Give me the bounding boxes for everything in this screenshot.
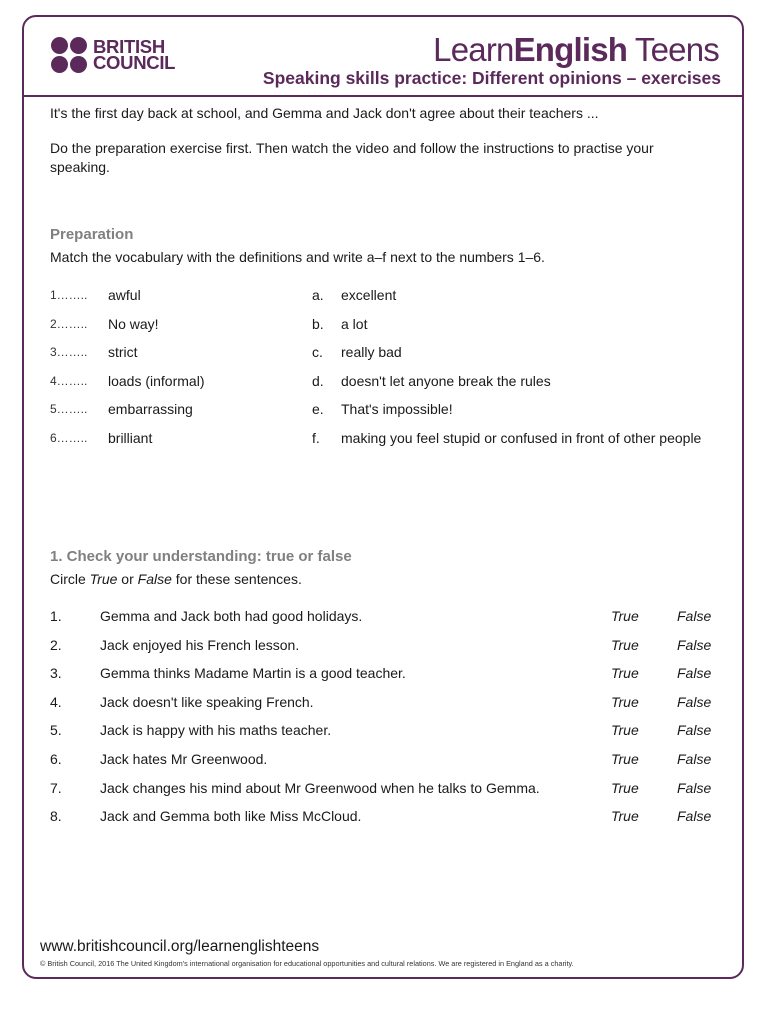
- vocab-number[interactable]: 6……..: [50, 431, 88, 445]
- worksheet-subtitle: Speaking skills practice: Different opinions – exercises: [262, 68, 721, 88]
- learnenglish-teens-brand: LearnEnglish Teens: [433, 31, 719, 68]
- vocab-word: No way!: [108, 315, 159, 332]
- vocab-word: awful: [108, 287, 141, 303]
- vocab-number[interactable]: 2……..: [50, 316, 88, 331]
- logo-line1: BRITISH: [93, 36, 165, 57]
- statement-text: Gemma thinks Madame Martin is a good teacher.: [100, 665, 406, 682]
- statement-number: 6.: [50, 751, 62, 767]
- intro-line2: Do the preparation exercise first. Then watch the video and follow the instructions to practise your speaking.: [50, 140, 654, 175]
- definition-letter: d.: [312, 372, 324, 389]
- true-option[interactable]: True: [611, 779, 639, 796]
- vocab-row: [50, 430, 730, 450]
- true-option[interactable]: True: [611, 808, 639, 825]
- logo-line2: COUNCIL: [93, 52, 176, 73]
- false-option[interactable]: False: [677, 722, 712, 739]
- vocab-word: brilliant: [108, 430, 153, 446]
- statement-text: Jack changes his mind about Mr Greenwood when he talks to Gemma.: [100, 779, 540, 796]
- british-council-logo: [51, 37, 175, 73]
- definition-letter: a.: [312, 287, 324, 303]
- false-option[interactable]: False: [677, 608, 712, 624]
- definition-text: making you feel stupid or confused in front of other people: [341, 430, 702, 446]
- vocab-row: [50, 344, 730, 364]
- statement-row: [50, 751, 720, 771]
- statement-number: 4.: [50, 693, 62, 710]
- definition-letter: c.: [312, 344, 323, 361]
- statement-row: [50, 637, 720, 657]
- vocab-row: [50, 287, 730, 307]
- definition-text: doesn't let anyone break the rules: [341, 372, 551, 389]
- header-divider: [24, 95, 744, 97]
- definition-text: That's impossible!: [341, 401, 453, 418]
- definition-text: excellent: [341, 287, 397, 303]
- statement-number: 7.: [50, 779, 62, 796]
- true-option[interactable]: True: [611, 751, 639, 767]
- vocab-number[interactable]: 3……..: [50, 345, 88, 360]
- statement-row: [50, 608, 720, 628]
- vocab-word: loads (informal): [108, 372, 205, 389]
- statement-row: [50, 808, 720, 828]
- vocab-word: strict: [108, 344, 138, 361]
- definition-letter: b.: [312, 315, 324, 332]
- statement-row: [50, 722, 720, 742]
- false-option[interactable]: False: [677, 665, 712, 682]
- definition-letter: f.: [312, 430, 320, 446]
- true-option[interactable]: True: [611, 693, 639, 710]
- false-option[interactable]: False: [677, 779, 712, 796]
- false-option[interactable]: False: [677, 808, 712, 825]
- statement-number: 1.: [50, 608, 62, 624]
- true-option[interactable]: True: [611, 722, 639, 739]
- intro-line1: It's the first day back at school, and Gemma and Jack don't agree about their teachers ...: [50, 105, 599, 121]
- statement-text: Jack hates Mr Greenwood.: [100, 751, 268, 767]
- vocab-number[interactable]: 4……..: [50, 373, 88, 388]
- false-option[interactable]: False: [677, 751, 712, 767]
- exercise1-instruction: Circle True or False for these sentences.: [50, 571, 302, 587]
- statement-number: 5.: [50, 722, 62, 739]
- true-option[interactable]: True: [611, 665, 639, 682]
- vocab-row: [50, 401, 730, 421]
- vocab-number[interactable]: 5……..: [50, 402, 88, 417]
- true-option[interactable]: True: [611, 636, 639, 653]
- statement-number: 8.: [50, 808, 62, 825]
- vocab-row: [50, 373, 730, 393]
- preparation-instruction: Match the vocabulary with the definitions and write a–f next to the numbers 1–6.: [50, 249, 545, 265]
- logo-dots-icon: [51, 37, 88, 73]
- false-option[interactable]: False: [677, 636, 712, 653]
- statement-row: [50, 780, 720, 800]
- true-option[interactable]: True: [611, 608, 639, 624]
- statement-text: Jack is happy with his maths teacher.: [100, 722, 332, 739]
- definition-letter: e.: [312, 401, 324, 418]
- statement-row: [50, 694, 720, 714]
- vocab-row: [50, 316, 730, 336]
- statement-number: 3.: [50, 665, 62, 682]
- statement-number: 2.: [50, 636, 62, 653]
- footer-url[interactable]: www.britishcouncil.org/learnenglishteens: [40, 938, 320, 955]
- footer-copyright: © British Council, 2016 The United Kingdom's international organisation for educational opportunities and cultural relations. We are registered in England as a charity.: [40, 959, 574, 968]
- statement-text: Jack enjoyed his French lesson.: [100, 636, 300, 653]
- definition-text: really bad: [341, 344, 402, 361]
- definition-text: a lot: [341, 315, 368, 332]
- statement-text: Jack and Gemma both like Miss McCloud.: [100, 808, 362, 825]
- statement-row: [50, 665, 720, 685]
- vocab-word: embarrassing: [108, 401, 193, 418]
- statement-text: Gemma and Jack both had good holidays.: [100, 608, 363, 624]
- preparation-heading: Preparation: [50, 226, 134, 243]
- vocab-number[interactable]: 1……..: [50, 288, 88, 302]
- statement-text: Jack doesn't like speaking French.: [100, 693, 314, 710]
- false-option[interactable]: False: [677, 693, 712, 710]
- exercise1-heading: 1. Check your understanding: true or false: [50, 548, 352, 565]
